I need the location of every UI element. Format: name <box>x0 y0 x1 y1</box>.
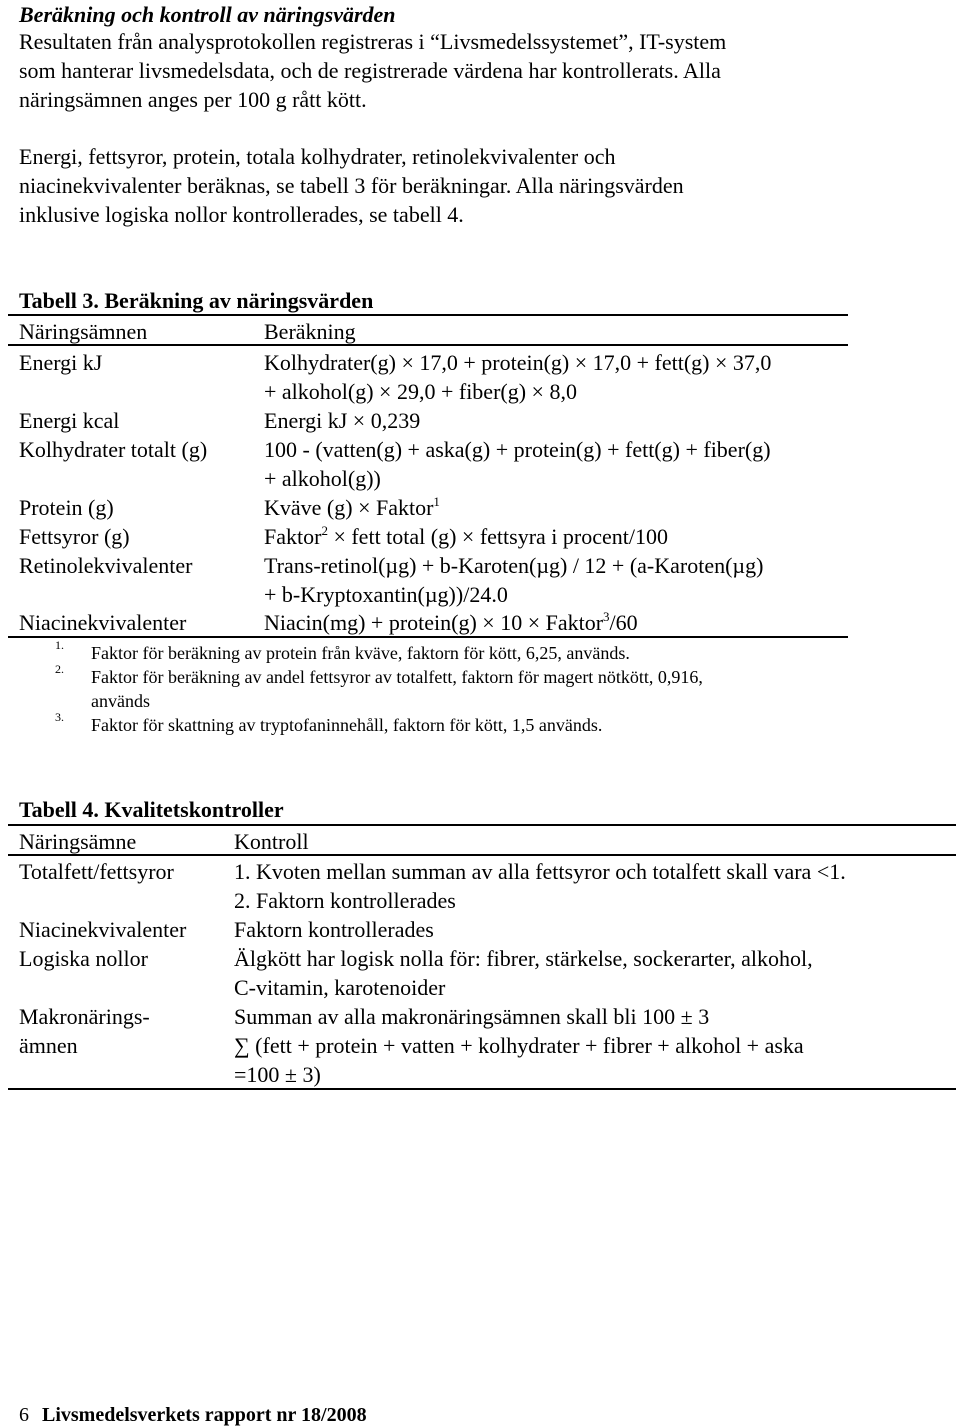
table-row-calc <box>264 608 638 637</box>
table-row-calc: + alkohol(g) × 29,0 + fiber(g) × 8,0 <box>264 379 577 404</box>
table-row-calc: + b-Kryptoxantin(µg))/24.0 <box>264 582 508 607</box>
table-row-control: =100 ± 3) <box>234 1062 321 1087</box>
footnote-number: 2. <box>55 662 64 676</box>
calc-text: Niacin(mg) + protein(g) × 10 × Faktor <box>264 610 604 635</box>
table4-header-name: Näringsämne <box>19 829 137 854</box>
table-row-control: ∑ (fett + protein + vatten + kolhydrater + fibrer + alkohol + aska <box>234 1033 804 1058</box>
table-row-name: Kolhydrater totalt (g) <box>19 437 208 462</box>
calc-text: × fett total (g) × fettsyra i procent/100 <box>327 524 668 549</box>
footnote-text: Faktor för skattning av tryptofaninnehåll, faktorn för kött, 1,5 används. <box>91 715 603 735</box>
table3-bottom-rule <box>8 636 848 638</box>
table-row-calc: + alkohol(g)) <box>264 466 381 491</box>
table-row-name: Niacinekvivalenter <box>19 610 187 635</box>
page-number: 6 <box>19 1404 29 1426</box>
footnote-number: 1. <box>55 638 64 652</box>
table-row-name: Energi kJ <box>19 350 103 375</box>
table-row-name: Makronärings- <box>19 1004 150 1029</box>
table-row-calc: Trans-retinol(µg) + b-Karoten(µg) / 12 + (a-Karoten(µg) <box>264 553 764 578</box>
paragraph-line: som hanterar livsmedelsdata, och de registrerade värdena har kontrollerats. Alla <box>19 58 721 83</box>
table-row-name: Retinolekvivalenter <box>19 553 193 578</box>
table-row-name: ämnen <box>19 1033 78 1058</box>
footnote-number: 3. <box>55 710 64 724</box>
table-row-name: Protein (g) <box>19 495 114 520</box>
table-row-control: C-vitamin, karotenoider <box>234 975 446 1000</box>
section-heading: Beräkning och kontroll av näringsvärden <box>19 2 396 27</box>
table-row-calc <box>264 522 668 551</box>
table4-top-rule <box>8 824 956 826</box>
table4-header-control: Kontroll <box>234 829 309 854</box>
table-row-control: Faktorn kontrollerades <box>234 917 434 942</box>
table3-top-rule <box>8 314 848 316</box>
table-row-name: Logiska nollor <box>19 946 148 971</box>
footnote-ref: 2 <box>321 522 328 538</box>
table3-title: Tabell 3. Beräkning av näringsvärden <box>19 288 374 313</box>
table-row-name: Totalfett/fettsyror <box>19 859 174 884</box>
footnote-text: används <box>91 691 150 711</box>
table-row-control: 2. Faktorn kontrollerades <box>234 888 456 913</box>
table4-title: Tabell 4. Kvalitetskontroller <box>19 797 284 822</box>
paragraph-line: näringsämnen anges per 100 g rått kött. <box>19 87 367 112</box>
calc-text: Faktor <box>264 524 322 549</box>
table-row-calc: Kolhydrater(g) × 17,0 + protein(g) × 17,0 + fett(g) × 37,0 <box>264 350 772 375</box>
paragraph-line: niacinekvivalenter beräknas, se tabell 3 för beräkningar. Alla näringsvärden <box>19 173 684 198</box>
footnote-text: Faktor för beräkning av andel fettsyror av totalfett, faktorn för magert nötkött, 0,916, <box>91 667 703 687</box>
footnote-ref: 1 <box>433 493 440 509</box>
table3-header-calc: Beräkning <box>264 319 356 344</box>
table-row-name: Fettsyror (g) <box>19 524 130 549</box>
report-title: Livsmedelsverkets rapport nr 18/2008 <box>42 1404 367 1426</box>
table-row-control: Summan av alla makronäringsämnen skall bli 100 ± 3 <box>234 1004 710 1029</box>
calc-text: /60 <box>609 610 638 635</box>
table-row-calc: 100 - (vatten(g) + aska(g) + protein(g) + fett(g) + fiber(g) <box>264 437 771 462</box>
table4-header-rule <box>8 854 956 856</box>
table-row-name: Energi kcal <box>19 408 120 433</box>
paragraph-line: Energi, fettsyror, protein, totala kolhydrater, retinolekvivalenter och <box>19 144 616 169</box>
table-row-control: 1. Kvoten mellan summan av alla fettsyror och totalfett skall vara <1. <box>234 859 846 884</box>
calc-text: Kväve (g) × Faktor <box>264 495 434 520</box>
table-row-calc: Energi kJ × 0,239 <box>264 408 421 433</box>
table-row-calc <box>264 493 440 522</box>
table4-bottom-rule <box>8 1088 956 1090</box>
table-row-name: Niacinekvivalenter <box>19 917 187 942</box>
paragraph-line: inklusive logiska nollor kontrollerades, se tabell 4. <box>19 202 464 227</box>
footnote-ref: 3 <box>603 608 610 624</box>
table-row-control: Älgkött har logisk nolla för: fibrer, stärkelse, sockerarter, alkohol, <box>234 946 813 971</box>
paragraph-line: Resultaten från analysprotokollen registreras i “Livsmedelssystemet”, IT-system <box>19 29 727 54</box>
footnote-text: Faktor för beräkning av protein från kväve, faktorn för kött, 6,25, används. <box>91 643 630 663</box>
table3-header-name: Näringsämnen <box>19 319 148 344</box>
table3-header-rule <box>8 344 848 346</box>
